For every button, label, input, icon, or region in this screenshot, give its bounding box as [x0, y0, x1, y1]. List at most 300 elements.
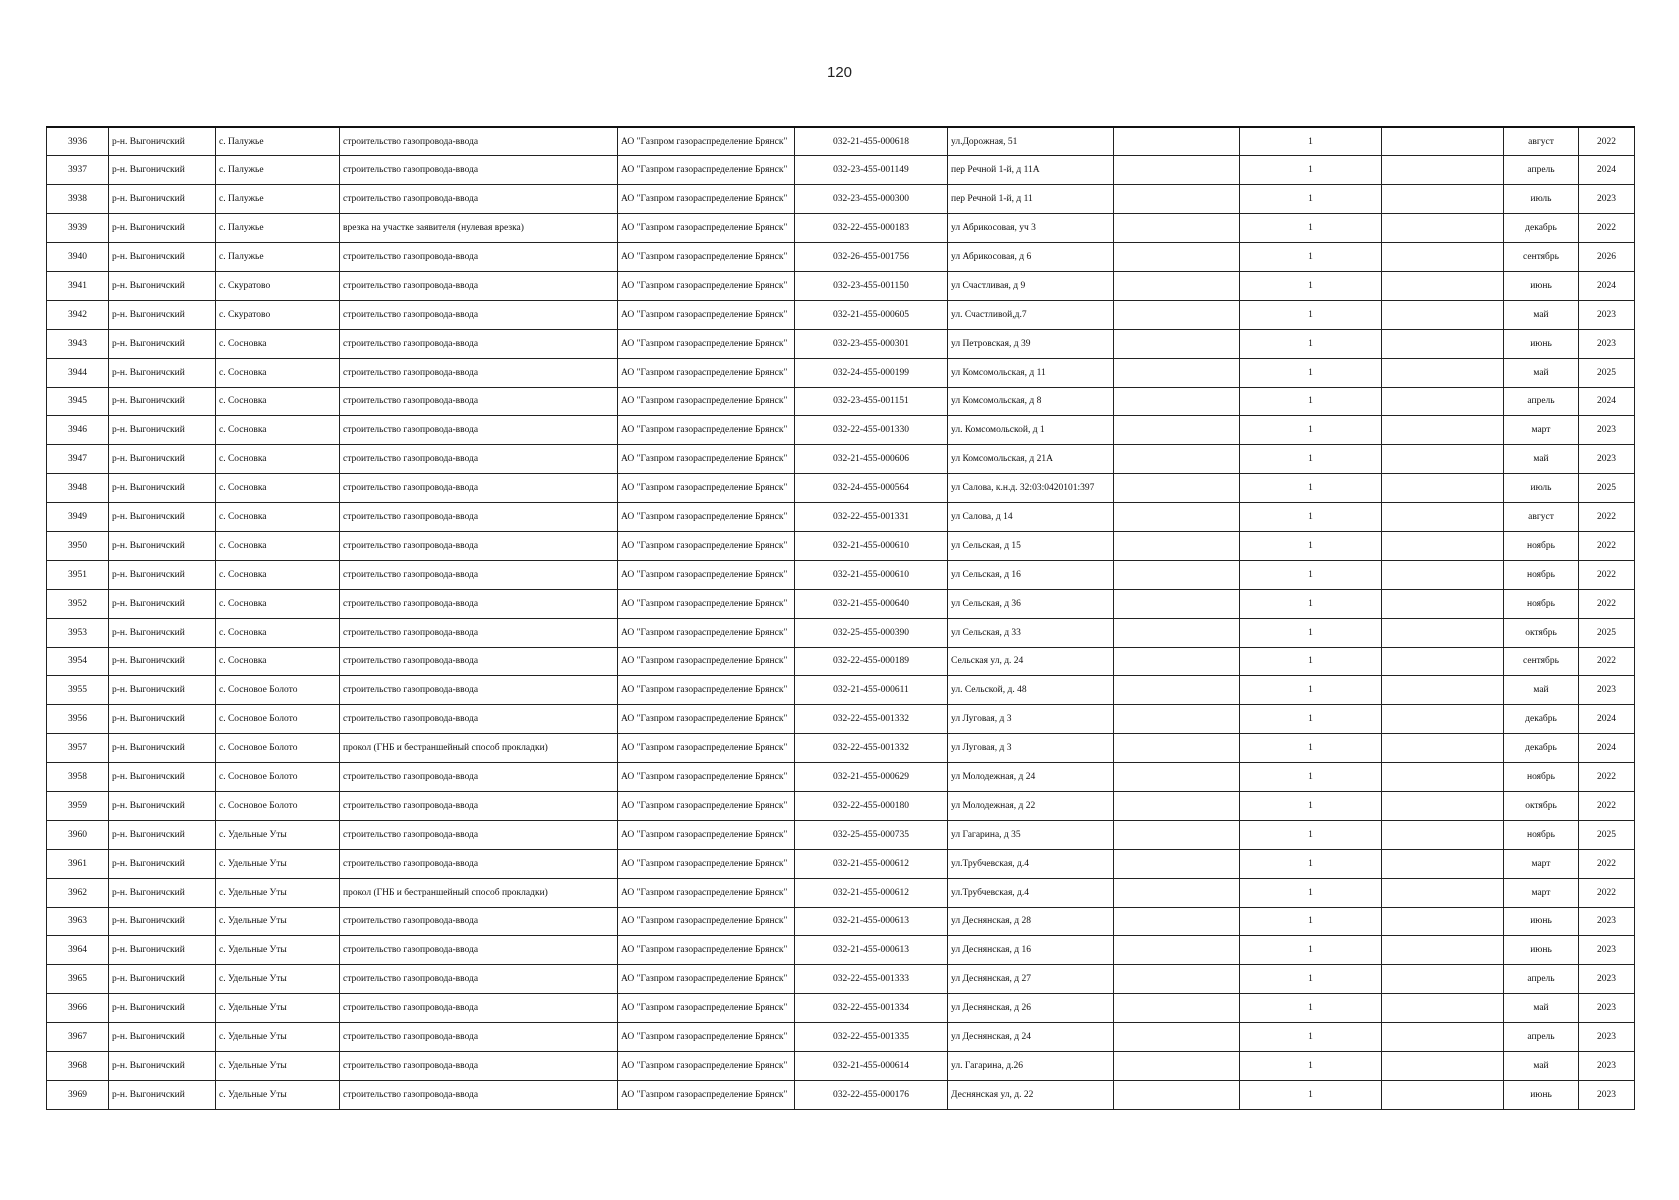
- year-cell: 2024: [1579, 156, 1635, 185]
- row-number: 3969: [47, 1080, 109, 1109]
- empty-cell: [1382, 589, 1504, 618]
- empty-cell: [1114, 734, 1240, 763]
- settlement-cell: с. Сосновка: [216, 329, 340, 358]
- work-type-cell: строительство газопровода-ввода: [340, 560, 618, 589]
- table-row: [47, 820, 1635, 849]
- table-row: [47, 127, 1635, 156]
- empty-cell: [1114, 705, 1240, 734]
- district-cell: р-н. Выгоничский: [109, 1052, 216, 1081]
- empty-cell: [1114, 531, 1240, 560]
- application-code-cell: 032-22-455-001330: [795, 416, 948, 445]
- year-cell: 2022: [1579, 560, 1635, 589]
- district-cell: р-н. Выгоничский: [109, 676, 216, 705]
- quantity-cell: 1: [1240, 936, 1382, 965]
- organization-cell: АО "Газпром газораспределение Брянск": [618, 849, 795, 878]
- quantity-cell: 1: [1240, 358, 1382, 387]
- month-cell: апрель: [1504, 387, 1579, 416]
- organization-cell: АО "Газпром газораспределение Брянск": [618, 329, 795, 358]
- table-row: [47, 445, 1635, 474]
- quantity-cell: 1: [1240, 849, 1382, 878]
- row-number: 3949: [47, 503, 109, 532]
- year-cell: 2023: [1579, 416, 1635, 445]
- table-row: [47, 214, 1635, 243]
- year-cell: 2022: [1579, 127, 1635, 156]
- district-cell: р-н. Выгоничский: [109, 387, 216, 416]
- empty-cell: [1114, 300, 1240, 329]
- empty-cell: [1114, 1052, 1240, 1081]
- address-cell: Деснянская ул, д. 22: [948, 1080, 1114, 1109]
- organization-cell: АО "Газпром газораспределение Брянск": [618, 820, 795, 849]
- application-code-cell: 032-22-455-001332: [795, 705, 948, 734]
- row-number: 3958: [47, 763, 109, 792]
- settlement-cell: с. Сосновка: [216, 589, 340, 618]
- empty-cell: [1382, 849, 1504, 878]
- table-row: [47, 734, 1635, 763]
- application-code-cell: 032-22-455-000176: [795, 1080, 948, 1109]
- year-cell: 2022: [1579, 531, 1635, 560]
- application-code-cell: 032-26-455-001756: [795, 243, 948, 272]
- settlement-cell: с. Сосновка: [216, 503, 340, 532]
- month-cell: июнь: [1504, 936, 1579, 965]
- quantity-cell: 1: [1240, 1052, 1382, 1081]
- application-code-cell: 032-21-455-000613: [795, 936, 948, 965]
- work-type-cell: строительство газопровода-ввода: [340, 965, 618, 994]
- organization-cell: АО "Газпром газораспределение Брянск": [618, 907, 795, 936]
- address-cell: Сельская ул, д. 24: [948, 647, 1114, 676]
- quantity-cell: 1: [1240, 589, 1382, 618]
- empty-cell: [1114, 474, 1240, 503]
- district-cell: р-н. Выгоничский: [109, 618, 216, 647]
- month-cell: май: [1504, 994, 1579, 1023]
- district-cell: р-н. Выгоничский: [109, 1080, 216, 1109]
- application-code-cell: 032-23-455-001149: [795, 156, 948, 185]
- empty-cell: [1114, 387, 1240, 416]
- work-type-cell: строительство газопровода-ввода: [340, 936, 618, 965]
- empty-cell: [1114, 647, 1240, 676]
- empty-cell: [1114, 1080, 1240, 1109]
- empty-cell: [1114, 560, 1240, 589]
- address-cell: пер Речной 1-й, д 11А: [948, 156, 1114, 185]
- address-cell: ул Луговая, д 3: [948, 734, 1114, 763]
- year-cell: 2023: [1579, 1052, 1635, 1081]
- row-number: 3967: [47, 1023, 109, 1052]
- work-type-cell: строительство газопровода-ввода: [340, 994, 618, 1023]
- district-cell: р-н. Выгоничский: [109, 243, 216, 272]
- organization-cell: АО "Газпром газораспределение Брянск": [618, 676, 795, 705]
- work-type-cell: прокол (ГНБ и бестраншейный способ прокладки): [340, 878, 618, 907]
- address-cell: ул Сельская, д 33: [948, 618, 1114, 647]
- month-cell: август: [1504, 503, 1579, 532]
- year-cell: 2025: [1579, 820, 1635, 849]
- empty-cell: [1382, 734, 1504, 763]
- district-cell: р-н. Выгоничский: [109, 907, 216, 936]
- address-cell: ул.Дорожная, 51: [948, 127, 1114, 156]
- address-cell: ул Молодежная, д 24: [948, 763, 1114, 792]
- work-type-cell: строительство газопровода-ввода: [340, 503, 618, 532]
- table-row: [47, 705, 1635, 734]
- quantity-cell: 1: [1240, 156, 1382, 185]
- work-type-cell: строительство газопровода-ввода: [340, 763, 618, 792]
- month-cell: ноябрь: [1504, 560, 1579, 589]
- empty-cell: [1114, 243, 1240, 272]
- empty-cell: [1114, 127, 1240, 156]
- empty-cell: [1382, 503, 1504, 532]
- row-number: 3948: [47, 474, 109, 503]
- row-number: 3936: [47, 127, 109, 156]
- district-cell: р-н. Выгоничский: [109, 445, 216, 474]
- application-code-cell: 032-25-455-000735: [795, 820, 948, 849]
- district-cell: р-н. Выгоничский: [109, 994, 216, 1023]
- settlement-cell: с. Сосновка: [216, 387, 340, 416]
- month-cell: апрель: [1504, 965, 1579, 994]
- empty-cell: [1382, 994, 1504, 1023]
- table-row: [47, 156, 1635, 185]
- work-type-cell: строительство газопровода-ввода: [340, 474, 618, 503]
- quantity-cell: 1: [1240, 734, 1382, 763]
- application-code-cell: 032-22-455-000183: [795, 214, 948, 243]
- settlement-cell: с. Палужье: [216, 156, 340, 185]
- month-cell: июнь: [1504, 271, 1579, 300]
- empty-cell: [1382, 705, 1504, 734]
- address-cell: ул Деснянская, д 28: [948, 907, 1114, 936]
- year-cell: 2023: [1579, 994, 1635, 1023]
- year-cell: 2022: [1579, 763, 1635, 792]
- table-row: [47, 907, 1635, 936]
- month-cell: ноябрь: [1504, 763, 1579, 792]
- work-type-cell: строительство газопровода-ввода: [340, 358, 618, 387]
- row-number: 3964: [47, 936, 109, 965]
- organization-cell: АО "Газпром газораспределение Брянск": [618, 127, 795, 156]
- address-cell: пер Речной 1-й, д 11: [948, 185, 1114, 214]
- empty-cell: [1114, 271, 1240, 300]
- district-cell: р-н. Выгоничский: [109, 763, 216, 792]
- empty-cell: [1114, 589, 1240, 618]
- district-cell: р-н. Выгоничский: [109, 791, 216, 820]
- settlement-cell: с. Удельные Уты: [216, 965, 340, 994]
- work-type-cell: строительство газопровода-ввода: [340, 907, 618, 936]
- address-cell: ул Комсомольская, д 8: [948, 387, 1114, 416]
- work-type-cell: строительство газопровода-ввода: [340, 531, 618, 560]
- table-row: [47, 300, 1635, 329]
- settlement-cell: с. Удельные Уты: [216, 1080, 340, 1109]
- application-code-cell: 032-23-455-001150: [795, 271, 948, 300]
- empty-cell: [1382, 185, 1504, 214]
- application-code-cell: 032-21-455-000612: [795, 849, 948, 878]
- district-cell: р-н. Выгоничский: [109, 1023, 216, 1052]
- settlement-cell: с. Палужье: [216, 185, 340, 214]
- row-number: 3945: [47, 387, 109, 416]
- page-number: 120: [826, 64, 853, 81]
- address-cell: ул Луговая, д 3: [948, 705, 1114, 734]
- quantity-cell: 1: [1240, 271, 1382, 300]
- settlement-cell: с. Удельные Уты: [216, 907, 340, 936]
- year-cell: 2023: [1579, 1080, 1635, 1109]
- organization-cell: АО "Газпром газораспределение Брянск": [618, 1080, 795, 1109]
- organization-cell: АО "Газпром газораспределение Брянск": [618, 185, 795, 214]
- year-cell: 2022: [1579, 589, 1635, 618]
- application-code-cell: 032-22-455-001331: [795, 503, 948, 532]
- table-row: [47, 243, 1635, 272]
- empty-cell: [1114, 676, 1240, 705]
- empty-cell: [1382, 445, 1504, 474]
- row-number: 3951: [47, 560, 109, 589]
- application-code-cell: 032-21-455-000605: [795, 300, 948, 329]
- application-code-cell: 032-23-455-000301: [795, 329, 948, 358]
- settlement-cell: с. Сосновка: [216, 445, 340, 474]
- row-number: 3941: [47, 271, 109, 300]
- row-number: 3965: [47, 965, 109, 994]
- table-row: [47, 1080, 1635, 1109]
- organization-cell: АО "Газпром газораспределение Брянск": [618, 734, 795, 763]
- quantity-cell: 1: [1240, 300, 1382, 329]
- empty-cell: [1382, 156, 1504, 185]
- year-cell: 2023: [1579, 676, 1635, 705]
- quantity-cell: 1: [1240, 127, 1382, 156]
- district-cell: р-н. Выгоничский: [109, 329, 216, 358]
- organization-cell: АО "Газпром газораспределение Брянск": [618, 214, 795, 243]
- quantity-cell: 1: [1240, 329, 1382, 358]
- row-number: 3952: [47, 589, 109, 618]
- application-code-cell: 032-21-455-000606: [795, 445, 948, 474]
- application-code-cell: 032-21-455-000629: [795, 763, 948, 792]
- empty-cell: [1382, 416, 1504, 445]
- organization-cell: АО "Газпром газораспределение Брянск": [618, 618, 795, 647]
- organization-cell: АО "Газпром газораспределение Брянск": [618, 560, 795, 589]
- empty-cell: [1114, 156, 1240, 185]
- address-cell: ул Сельская, д 16: [948, 560, 1114, 589]
- quantity-cell: 1: [1240, 676, 1382, 705]
- empty-cell: [1114, 445, 1240, 474]
- work-type-cell: строительство газопровода-ввода: [340, 1023, 618, 1052]
- month-cell: ноябрь: [1504, 589, 1579, 618]
- empty-cell: [1382, 676, 1504, 705]
- year-cell: 2023: [1579, 936, 1635, 965]
- table-row: [47, 965, 1635, 994]
- work-type-cell: строительство газопровода-ввода: [340, 647, 618, 676]
- settlement-cell: с. Сосновка: [216, 474, 340, 503]
- table-row: [47, 763, 1635, 792]
- row-number: 3943: [47, 329, 109, 358]
- work-type-cell: строительство газопровода-ввода: [340, 243, 618, 272]
- work-type-cell: строительство газопровода-ввода: [340, 185, 618, 214]
- row-number: 3954: [47, 647, 109, 676]
- empty-cell: [1114, 214, 1240, 243]
- month-cell: август: [1504, 127, 1579, 156]
- quantity-cell: 1: [1240, 705, 1382, 734]
- application-code-cell: 032-23-455-001151: [795, 387, 948, 416]
- quantity-cell: 1: [1240, 878, 1382, 907]
- organization-cell: АО "Газпром газораспределение Брянск": [618, 1023, 795, 1052]
- row-number: 3960: [47, 820, 109, 849]
- work-type-cell: строительство газопровода-ввода: [340, 445, 618, 474]
- row-number: 3947: [47, 445, 109, 474]
- organization-cell: АО "Газпром газораспределение Брянск": [618, 589, 795, 618]
- quantity-cell: 1: [1240, 416, 1382, 445]
- quantity-cell: 1: [1240, 560, 1382, 589]
- table-row: [47, 994, 1635, 1023]
- table-row: [47, 589, 1635, 618]
- empty-cell: [1114, 329, 1240, 358]
- district-cell: р-н. Выгоничский: [109, 300, 216, 329]
- address-cell: ул Абрикосовая, уч 3: [948, 214, 1114, 243]
- settlement-cell: с. Удельные Уты: [216, 936, 340, 965]
- month-cell: апрель: [1504, 1023, 1579, 1052]
- quantity-cell: 1: [1240, 1080, 1382, 1109]
- settlement-cell: с. Сосновое Болото: [216, 734, 340, 763]
- application-code-cell: 032-21-455-000612: [795, 878, 948, 907]
- address-cell: ул Сельская, д 36: [948, 589, 1114, 618]
- row-number: 3956: [47, 705, 109, 734]
- empty-cell: [1382, 214, 1504, 243]
- work-type-cell: прокол (ГНБ и бестраншейный способ прокладки): [340, 734, 618, 763]
- month-cell: май: [1504, 300, 1579, 329]
- year-cell: 2022: [1579, 647, 1635, 676]
- address-cell: ул.Трубчевская, д.4: [948, 878, 1114, 907]
- month-cell: июль: [1504, 185, 1579, 214]
- organization-cell: АО "Газпром газораспределение Брянск": [618, 358, 795, 387]
- year-cell: 2022: [1579, 791, 1635, 820]
- row-number: 3946: [47, 416, 109, 445]
- month-cell: июнь: [1504, 1080, 1579, 1109]
- organization-cell: АО "Газпром газораспределение Брянск": [618, 474, 795, 503]
- organization-cell: АО "Газпром газораспределение Брянск": [618, 503, 795, 532]
- month-cell: май: [1504, 358, 1579, 387]
- settlement-cell: с. Палужье: [216, 243, 340, 272]
- row-number: 3963: [47, 907, 109, 936]
- work-type-cell: строительство газопровода-ввода: [340, 618, 618, 647]
- settlement-cell: с. Скуратово: [216, 271, 340, 300]
- work-type-cell: строительство газопровода-ввода: [340, 589, 618, 618]
- settlement-cell: с. Сосновка: [216, 647, 340, 676]
- district-cell: р-н. Выгоничский: [109, 965, 216, 994]
- quantity-cell: 1: [1240, 474, 1382, 503]
- quantity-cell: 1: [1240, 965, 1382, 994]
- work-type-cell: строительство газопровода-ввода: [340, 329, 618, 358]
- row-number: 3966: [47, 994, 109, 1023]
- district-cell: р-н. Выгоничский: [109, 936, 216, 965]
- district-cell: р-н. Выгоничский: [109, 589, 216, 618]
- empty-cell: [1382, 820, 1504, 849]
- quantity-cell: 1: [1240, 185, 1382, 214]
- settlement-cell: с. Палужье: [216, 127, 340, 156]
- district-cell: р-н. Выгоничский: [109, 185, 216, 214]
- empty-cell: [1382, 271, 1504, 300]
- organization-cell: АО "Газпром газораспределение Брянск": [618, 791, 795, 820]
- empty-cell: [1114, 358, 1240, 387]
- settlement-cell: с. Сосновка: [216, 560, 340, 589]
- row-number: 3944: [47, 358, 109, 387]
- empty-cell: [1382, 1023, 1504, 1052]
- month-cell: июнь: [1504, 329, 1579, 358]
- table-row: [47, 1023, 1635, 1052]
- application-code-cell: 032-24-455-000564: [795, 474, 948, 503]
- empty-cell: [1114, 185, 1240, 214]
- application-code-cell: 032-21-455-000618: [795, 127, 948, 156]
- table-row: [47, 503, 1635, 532]
- year-cell: 2023: [1579, 1023, 1635, 1052]
- organization-cell: АО "Газпром газораспределение Брянск": [618, 878, 795, 907]
- application-code-cell: 032-21-455-000610: [795, 560, 948, 589]
- organization-cell: АО "Газпром газораспределение Брянск": [618, 156, 795, 185]
- address-cell: ул Абрикосовая, д 6: [948, 243, 1114, 272]
- settlement-cell: с. Удельные Уты: [216, 849, 340, 878]
- year-cell: 2022: [1579, 849, 1635, 878]
- application-code-cell: 032-21-455-000614: [795, 1052, 948, 1081]
- month-cell: октябрь: [1504, 791, 1579, 820]
- work-type-cell: строительство газопровода-ввода: [340, 271, 618, 300]
- work-type-cell: строительство газопровода-ввода: [340, 820, 618, 849]
- application-code-cell: 032-21-455-000640: [795, 589, 948, 618]
- empty-cell: [1382, 560, 1504, 589]
- month-cell: июнь: [1504, 907, 1579, 936]
- application-code-cell: 032-22-455-000180: [795, 791, 948, 820]
- organization-cell: АО "Газпром газораспределение Брянск": [618, 936, 795, 965]
- row-number: 3968: [47, 1052, 109, 1081]
- year-cell: 2023: [1579, 185, 1635, 214]
- year-cell: 2023: [1579, 965, 1635, 994]
- table-row: [47, 560, 1635, 589]
- district-cell: р-н. Выгоничский: [109, 878, 216, 907]
- empty-cell: [1114, 994, 1240, 1023]
- empty-cell: [1382, 300, 1504, 329]
- empty-cell: [1114, 907, 1240, 936]
- work-type-cell: строительство газопровода-ввода: [340, 387, 618, 416]
- work-type-cell: строительство газопровода-ввода: [340, 127, 618, 156]
- table-row: [47, 271, 1635, 300]
- row-number: 3940: [47, 243, 109, 272]
- table-row: [47, 185, 1635, 214]
- year-cell: 2024: [1579, 705, 1635, 734]
- empty-cell: [1114, 763, 1240, 792]
- empty-cell: [1114, 849, 1240, 878]
- table-row: [47, 387, 1635, 416]
- month-cell: декабрь: [1504, 705, 1579, 734]
- empty-cell: [1382, 1080, 1504, 1109]
- settlement-cell: с. Палужье: [216, 214, 340, 243]
- row-number: 3942: [47, 300, 109, 329]
- month-cell: март: [1504, 878, 1579, 907]
- row-number: 3959: [47, 791, 109, 820]
- empty-cell: [1382, 329, 1504, 358]
- empty-cell: [1382, 791, 1504, 820]
- organization-cell: АО "Газпром газораспределение Брянск": [618, 647, 795, 676]
- application-code-cell: 032-21-455-000613: [795, 907, 948, 936]
- year-cell: 2024: [1579, 387, 1635, 416]
- row-number: 3938: [47, 185, 109, 214]
- month-cell: март: [1504, 416, 1579, 445]
- row-number: 3939: [47, 214, 109, 243]
- work-type-cell: строительство газопровода-ввода: [340, 791, 618, 820]
- organization-cell: АО "Газпром газораспределение Брянск": [618, 271, 795, 300]
- quantity-cell: 1: [1240, 820, 1382, 849]
- row-number: 3961: [47, 849, 109, 878]
- district-cell: р-н. Выгоничский: [109, 156, 216, 185]
- address-cell: ул Деснянская, д 26: [948, 994, 1114, 1023]
- year-cell: 2024: [1579, 271, 1635, 300]
- table-row: [47, 878, 1635, 907]
- empty-cell: [1382, 387, 1504, 416]
- table-row: [47, 474, 1635, 503]
- organization-cell: АО "Газпром газораспределение Брянск": [618, 387, 795, 416]
- year-cell: 2022: [1579, 878, 1635, 907]
- settlement-cell: с. Скуратово: [216, 300, 340, 329]
- table-row: [47, 1052, 1635, 1081]
- empty-cell: [1382, 531, 1504, 560]
- empty-cell: [1382, 243, 1504, 272]
- row-number: 3957: [47, 734, 109, 763]
- quantity-cell: 1: [1240, 243, 1382, 272]
- organization-cell: АО "Газпром газораспределение Брянск": [618, 763, 795, 792]
